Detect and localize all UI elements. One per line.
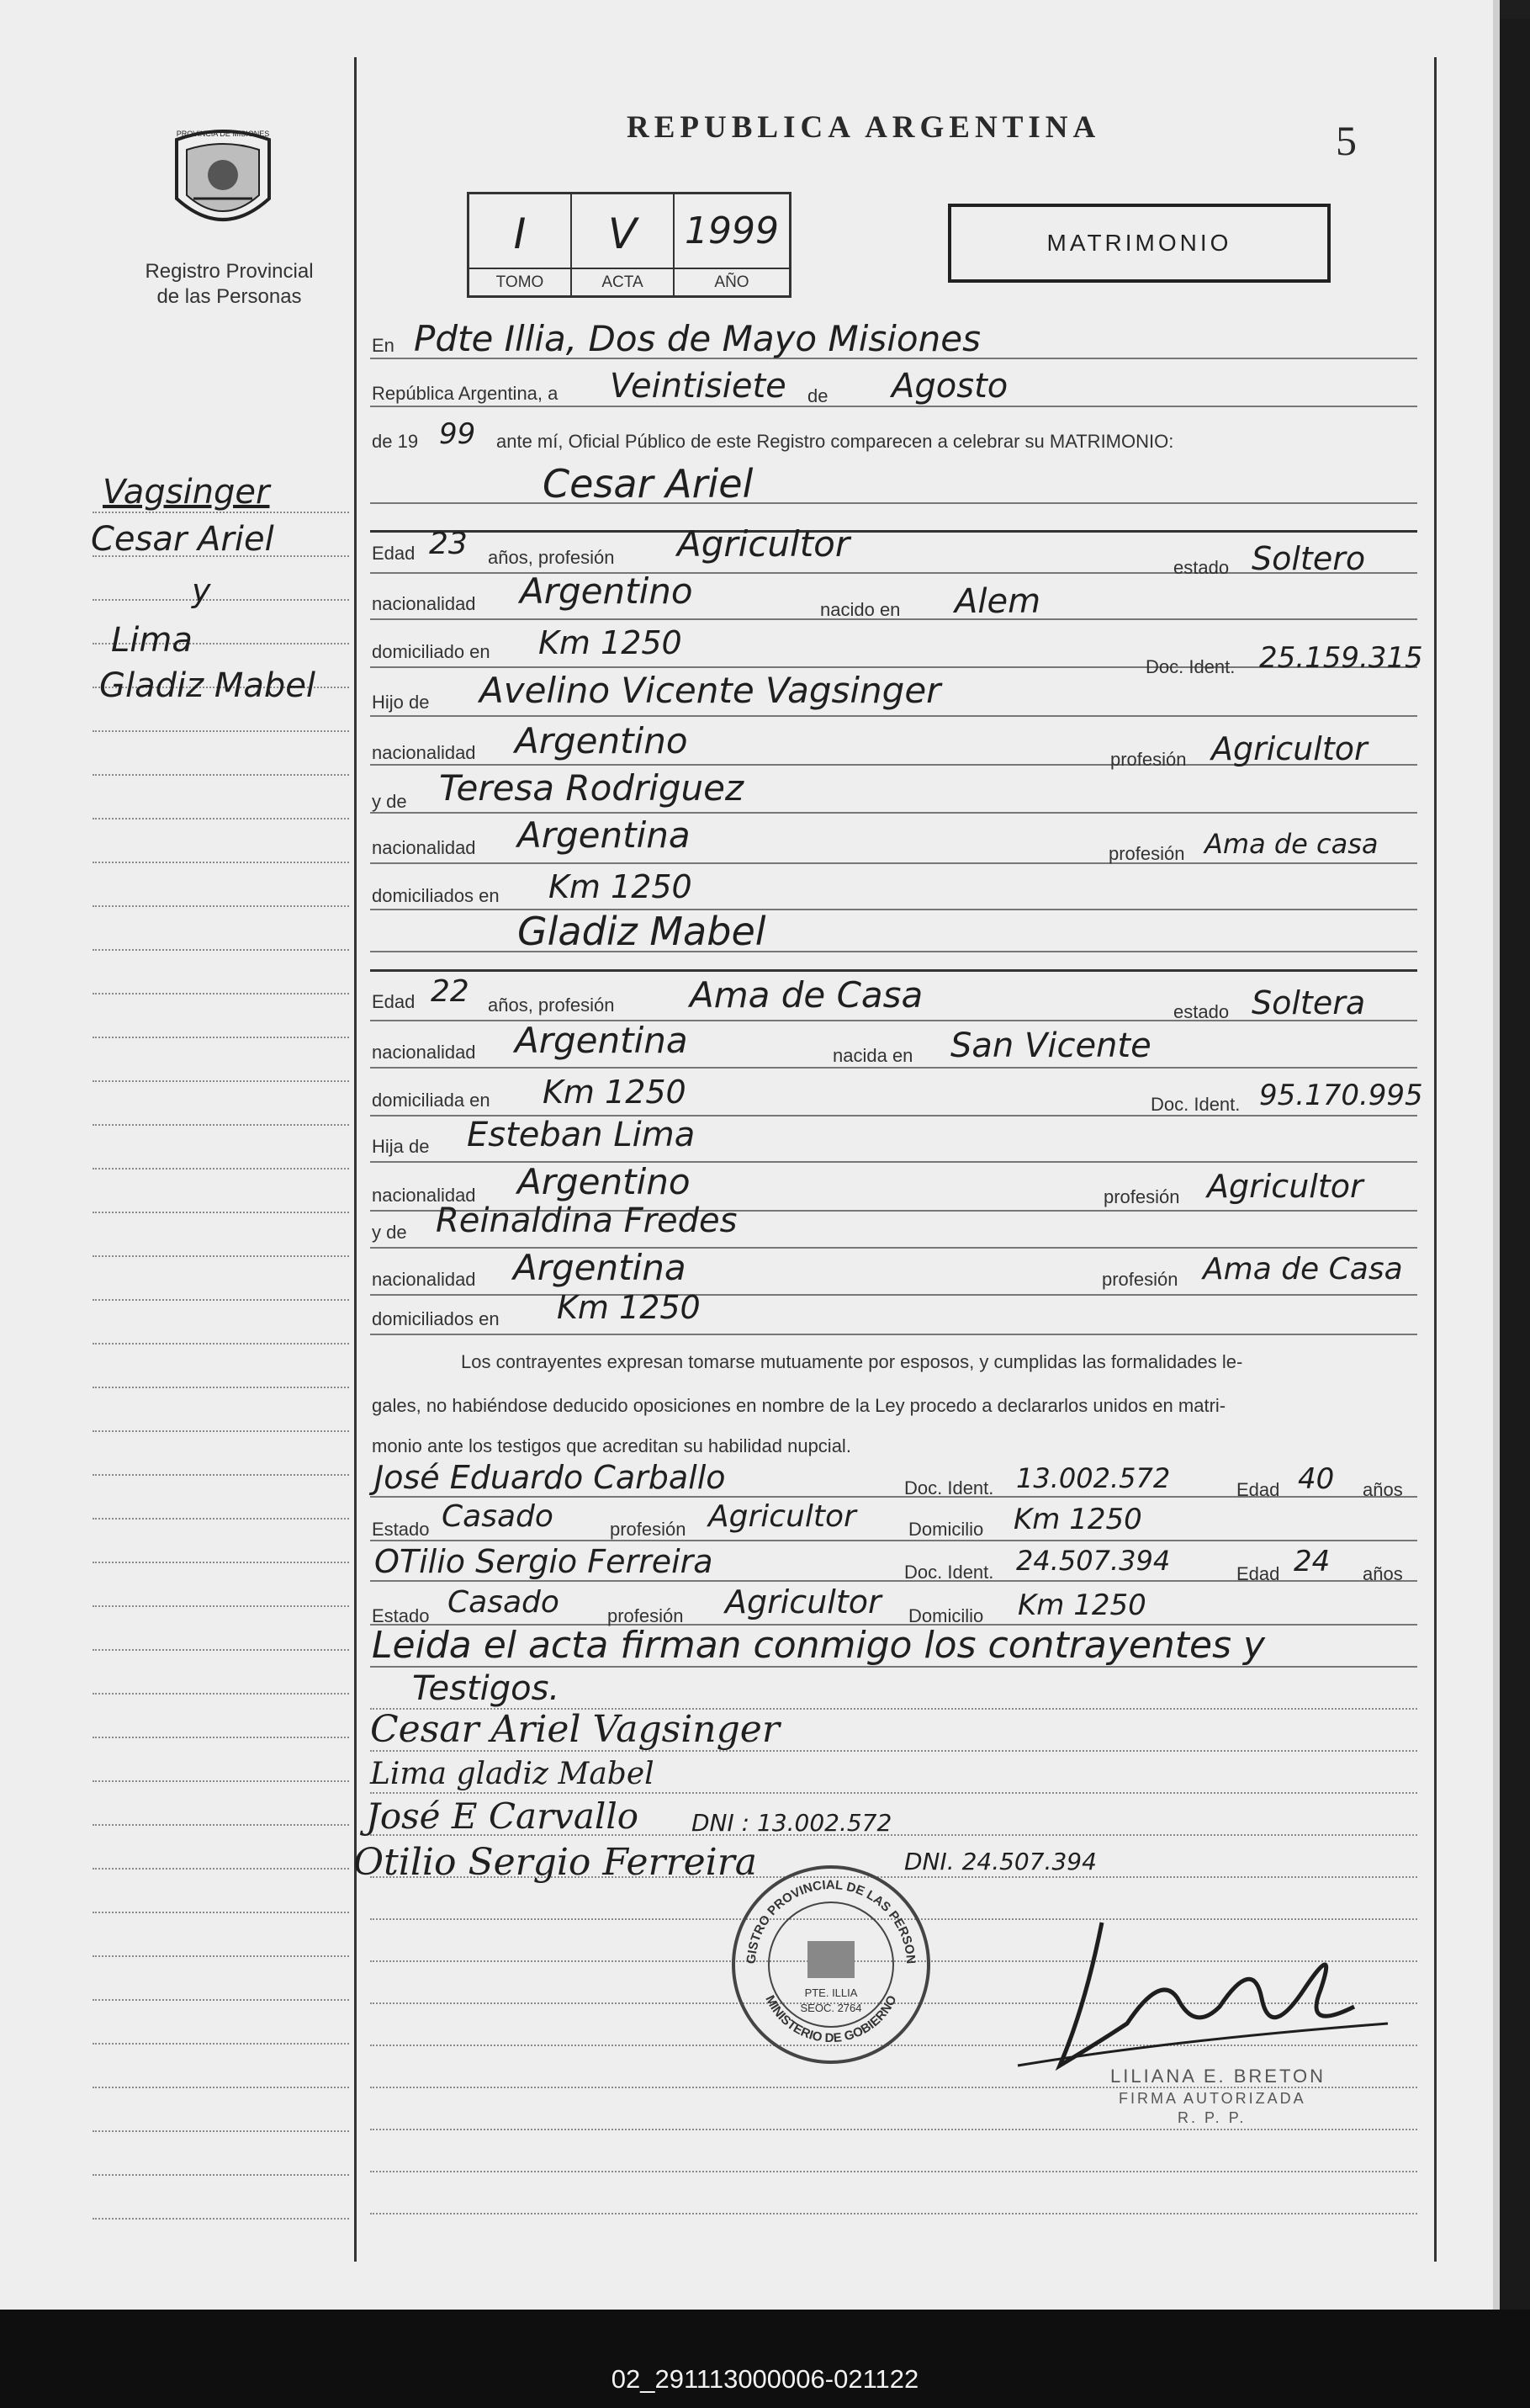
- label-republica: República Argentina, a: [372, 383, 559, 404]
- label-edad-w2: Edad: [1236, 1563, 1280, 1584]
- witness-1-profession: Agricultor: [708, 1499, 856, 1534]
- margin-ruled-line: [93, 2043, 349, 2045]
- margin-groom-name: Cesar Ariel: [91, 520, 274, 559]
- bride-father: Esteban Lima: [467, 1116, 696, 1154]
- margin-ruled-line: [93, 1693, 349, 1695]
- label-domiciliados-en-2: domiciliados en: [372, 1308, 500, 1329]
- label-estado-2: estado: [1173, 1001, 1230, 1022]
- legal-text-1: Los contrayentes expresan tomarse mutuamente por esposos, y cumplidas las formalidades le-: [461, 1351, 1243, 1372]
- margin-ruled-line: [93, 1387, 349, 1388]
- groom-age: 23: [429, 527, 468, 561]
- official-stamp-icon: [730, 1864, 932, 2070]
- form-field-line: [370, 406, 1417, 407]
- label-y-de: y de: [372, 791, 407, 812]
- margin-ruled-line: [93, 599, 349, 601]
- margin-ruled-line: [93, 1518, 349, 1520]
- witness-2-age: 24: [1294, 1545, 1331, 1578]
- groom-birthplace: Alem: [955, 582, 1041, 621]
- witness-1-status: Casado: [442, 1499, 553, 1534]
- margin-ruled-line: [93, 2174, 349, 2176]
- bride-age: 22: [431, 974, 469, 1009]
- margin-ruled-line: [93, 2218, 349, 2220]
- stamp-center-2: SEOC. 2764: [800, 2002, 862, 2014]
- witness-2-doc: 24.507.394: [1016, 1545, 1171, 1577]
- groom-mother-profession: Ama de casa: [1204, 828, 1379, 860]
- label-domicilio-w2: Domicilio: [908, 1605, 984, 1626]
- margin-ruled-line: [93, 1343, 349, 1345]
- signature-witness-2: Otilio Sergio Ferreira: [353, 1841, 757, 1884]
- label-anos-profesion-2: años, profesión: [488, 994, 615, 1016]
- tomo-label: TOMO: [495, 273, 544, 291]
- tomo-value: I: [513, 210, 527, 258]
- margin-ruled-line: [93, 993, 349, 994]
- margin-ruled-line: [93, 818, 349, 819]
- tomo-cell: [469, 194, 572, 295]
- signature-groom: Cesar Ariel Vagsinger: [370, 1708, 780, 1751]
- witness-2-profession: Agricultor: [725, 1583, 881, 1620]
- margin-ruled-line: [93, 1780, 349, 1782]
- bride-parents-domicile: Km 1250: [557, 1289, 701, 1326]
- stamp-bottom-text: MINISTERIO DE GOBIERNO: [762, 1992, 900, 2046]
- groom-profession: Agricultor: [677, 523, 850, 565]
- label-nacida-en: nacida en: [833, 1045, 913, 1066]
- margin-y: y: [192, 572, 211, 609]
- margin-ruled-line: [93, 1474, 349, 1476]
- label-profesion: profesión: [1110, 749, 1187, 770]
- closing-line-2: Testigos.: [412, 1669, 560, 1708]
- margin-ruled-line: [93, 1562, 349, 1563]
- label-doc: Doc. Ident.: [1146, 656, 1236, 677]
- label-hijo-de: Hijo de: [372, 692, 430, 713]
- registry-line-1: Registro Provincial: [145, 260, 314, 283]
- margin-bride-surname: Lima: [111, 621, 193, 660]
- bride-profession: Ama de Casa: [690, 974, 924, 1016]
- form-field-line: [370, 1540, 1417, 1541]
- bride-father-nationality: Argentino: [517, 1161, 691, 1202]
- label-doc-2: Doc. Ident.: [1151, 1094, 1241, 1115]
- witness-2-domicile: Km 1250: [1018, 1589, 1146, 1622]
- label-anos-w2: años: [1363, 1563, 1403, 1584]
- label-domiciliados-en: domiciliados en: [372, 885, 500, 906]
- groom-nationality: Argentino: [520, 570, 693, 612]
- label-nacionalidad-6: nacionalidad: [372, 1269, 476, 1290]
- bride-separator: [370, 969, 1417, 972]
- label-estado-w2: Estado: [372, 1605, 430, 1626]
- seal-text: PROVINCIA DE MISIONES: [176, 130, 270, 138]
- registry-line-2: de las Personas: [156, 285, 302, 308]
- record-box: [467, 192, 791, 298]
- label-profesion-3: profesión: [1104, 1186, 1180, 1207]
- label-nacionalidad: nacionalidad: [372, 593, 476, 614]
- form-ruled-line: [370, 2213, 1417, 2214]
- margin-ruled-line: [93, 730, 349, 732]
- margin-rule: [354, 57, 357, 2262]
- form-ruled-line: [370, 2129, 1417, 2130]
- margin-ruled-line: [93, 512, 349, 513]
- margin-ruled-line: [93, 1037, 349, 1038]
- margin-ruled-line: [93, 862, 349, 863]
- bride-name: Gladiz Mabel: [517, 909, 766, 954]
- groom-status: Soltero: [1252, 540, 1366, 577]
- registry-name: [118, 259, 341, 310]
- bride-status: Soltera: [1252, 984, 1366, 1021]
- official-name: LILIANA E. BRETON: [1110, 2066, 1326, 2087]
- witness-1-doc: 13.002.572: [1016, 1462, 1171, 1494]
- legal-text-3: monio ante los testigos que acreditan su habilidad nupcial.: [372, 1435, 851, 1456]
- label-profesion-w2: profesión: [607, 1605, 684, 1626]
- label-profesion-2: profesión: [1109, 843, 1185, 864]
- label-domicilio-w1: Domicilio: [908, 1519, 984, 1540]
- form-field-line: [370, 1294, 1417, 1296]
- form-field-line: [370, 862, 1417, 864]
- month-value: Agosto: [892, 367, 1009, 406]
- signature-bride: Lima gladiz Mabel: [370, 1757, 654, 1791]
- margin-ruled-line: [93, 2130, 349, 2132]
- ano-label: AÑO: [714, 273, 749, 291]
- label-hija-de: Hija de: [372, 1136, 430, 1157]
- bride-doc: 95.170.995: [1259, 1079, 1423, 1112]
- stamp-top-text: GISTRO PROVINCIAL DE LAS PERSON: [744, 1877, 919, 1965]
- year-value: 99: [439, 417, 476, 451]
- label-nacionalidad-4: nacionalidad: [372, 1042, 476, 1063]
- label-doc-w1: Doc. Ident.: [904, 1477, 994, 1498]
- label-anos-w1: años: [1363, 1479, 1403, 1500]
- margin-bride-name: Gladiz Mabel: [99, 666, 315, 705]
- witness-1-age: 40: [1298, 1462, 1335, 1496]
- label-edad: Edad: [372, 543, 416, 564]
- groom-domicile: Km 1250: [538, 624, 682, 661]
- form-field-line: [370, 715, 1417, 717]
- page-title: REPUBLICA ARGENTINA: [627, 110, 1101, 145]
- ano-value: 1999: [685, 210, 779, 252]
- act-type-box: MATRIMONIO: [948, 204, 1331, 283]
- signature-witness-1-doc: DNI : 13.002.572: [691, 1809, 892, 1837]
- form-ruled-line: [370, 2171, 1417, 2172]
- label-nacionalidad-5: nacionalidad: [372, 1185, 476, 1206]
- groom-parents-domicile: Km 1250: [548, 868, 692, 905]
- signature-witness-1: José E Carvallo: [366, 1795, 639, 1837]
- margin-ruled-line: [93, 1124, 349, 1126]
- page-number: 5: [1336, 117, 1357, 164]
- stamp-center-1: PTE. ILLIA: [804, 1986, 858, 1999]
- label-doc-w2: Doc. Ident.: [904, 1562, 994, 1583]
- label-nacionalidad-3: nacionalidad: [372, 837, 476, 858]
- margin-ruled-line: [93, 1955, 349, 1957]
- bride-mother: Reinaldina Fredes: [436, 1201, 738, 1240]
- label-de: de: [807, 385, 829, 406]
- margin-surname: Vagsinger: [103, 473, 270, 512]
- label-domiciliado-en: domiciliado en: [372, 641, 490, 662]
- margin-ruled-line: [93, 949, 349, 951]
- groom-mother: Teresa Rodriguez: [439, 767, 744, 809]
- label-edad-w1: Edad: [1236, 1479, 1280, 1500]
- margin-ruled-line: [93, 1649, 349, 1651]
- bride-birthplace: San Vicente: [950, 1026, 1151, 1065]
- label-estado-w1: Estado: [372, 1519, 430, 1540]
- witness-1-name: José Eduardo Carballo: [374, 1459, 726, 1496]
- bride-mother-nationality: Argentina: [513, 1247, 686, 1288]
- groom-mother-nationality: Argentina: [517, 814, 691, 856]
- form-ruled-line: [370, 1792, 1417, 1794]
- groom-father: Avelino Vicente Vagsinger: [479, 670, 941, 711]
- form-field-line: [370, 1334, 1417, 1335]
- margin-ruled-line: [93, 1212, 349, 1213]
- groom-father-nationality: Argentino: [515, 720, 688, 761]
- bride-nationality: Argentina: [515, 1020, 688, 1061]
- bride-father-profession: Agricultor: [1207, 1168, 1363, 1205]
- ano-cell: [675, 194, 789, 295]
- province-seal-icon: [168, 123, 278, 245]
- scan-file-id: 02_291113000006-021122: [611, 2364, 919, 2394]
- official-role: FIRMA AUTORIZADA: [1119, 2090, 1306, 2107]
- groom-name: Cesar Ariel: [543, 461, 754, 507]
- margin-ruled-line: [93, 1168, 349, 1170]
- label-domiciliada-en: domiciliada en: [372, 1090, 490, 1111]
- form-field-line: [370, 812, 1417, 814]
- day-value: Veintisiete: [610, 367, 786, 406]
- margin-ruled-line: [93, 1299, 349, 1301]
- margin-ruled-line: [93, 774, 349, 776]
- form-field-line: [370, 502, 1417, 504]
- margin-ruled-line: [93, 1080, 349, 1082]
- label-profesion-w1: profesión: [610, 1519, 686, 1540]
- acta-cell: [572, 194, 675, 295]
- margin-ruled-line: [93, 1605, 349, 1607]
- groom-father-profession: Agricultor: [1211, 730, 1368, 767]
- label-y-de-2: y de: [372, 1222, 407, 1243]
- label-en: En: [372, 335, 394, 356]
- margin-ruled-line: [93, 1824, 349, 1826]
- bride-domicile: Km 1250: [543, 1074, 686, 1111]
- label-anos-profesion: años, profesión: [488, 547, 615, 568]
- official-initials: R. P. P.: [1178, 2109, 1247, 2124]
- margin-ruled-line: [93, 1255, 349, 1257]
- margin-ruled-line: [93, 1912, 349, 1913]
- official-signature: [1001, 1872, 1405, 2129]
- margin-ruled-line: [93, 1737, 349, 1738]
- margin-ruled-line: [93, 1868, 349, 1870]
- acta-label: ACTA: [601, 273, 643, 291]
- bride-mother-profession: Ama de Casa: [1203, 1252, 1403, 1286]
- label-estado: estado: [1173, 557, 1230, 578]
- witness-1-domicile: Km 1250: [1014, 1503, 1142, 1536]
- margin-ruled-line: [93, 2087, 349, 2088]
- label-edad-2: Edad: [372, 991, 416, 1012]
- groom-separator: [370, 530, 1417, 533]
- form-field-line: [370, 1067, 1417, 1069]
- label-de19: de 19: [372, 431, 419, 452]
- label-ante: ante mí, Oficial Público de este Registro comparecen a celebrar su MATRIMONIO:: [496, 431, 1174, 452]
- witness-2-name: OTilio Sergio Ferreira: [374, 1543, 713, 1580]
- margin-ruled-line: [93, 1430, 349, 1432]
- label-nacionalidad-2: nacionalidad: [372, 742, 476, 763]
- groom-doc: 25.159.315: [1259, 641, 1423, 675]
- witness-2-status: Casado: [447, 1585, 559, 1620]
- place-value: Pdte Illia, Dos de Mayo Misiones: [414, 318, 981, 359]
- signature-witness-2-doc: DNI. 24.507.394: [904, 1848, 1097, 1875]
- acta-value: V: [607, 210, 638, 258]
- legal-text-2: gales, no habiéndose deducido oposiciones en nombre de la Ley procedo a declararlos unidos en matri-: [372, 1395, 1226, 1416]
- label-nacido-en: nacido en: [820, 599, 901, 620]
- margin-ruled-line: [93, 905, 349, 907]
- closing-line-1: Leida el acta firman conmigo los contrayentes y: [372, 1624, 1266, 1667]
- label-profesion-4: profesión: [1102, 1269, 1178, 1290]
- right-rule: [1434, 57, 1437, 2262]
- margin-ruled-line: [93, 1999, 349, 2001]
